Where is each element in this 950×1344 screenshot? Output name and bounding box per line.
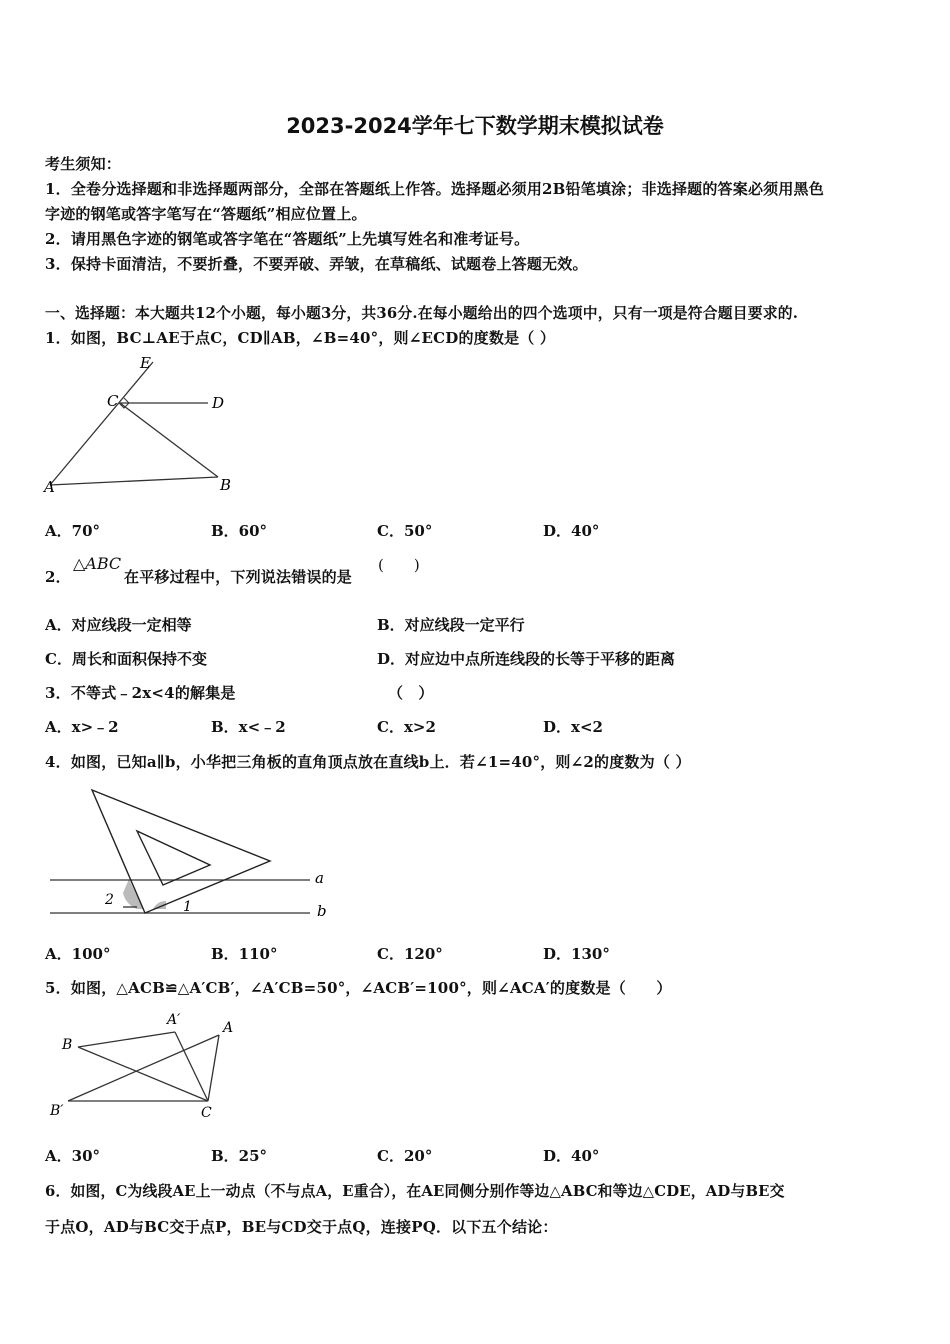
question-6-line: 于点O，AD与BC交于点P，BE与CD交于点Q，连接PQ．以下五个结论： bbox=[45, 1218, 558, 1236]
label-b: B bbox=[220, 476, 232, 494]
label-e: E bbox=[140, 354, 151, 372]
q5-option-b[interactable]: B．25° bbox=[211, 1147, 268, 1165]
label-a-prime: A′ bbox=[167, 1012, 181, 1028]
label-a: A bbox=[44, 478, 55, 496]
question-3-paren: （ ） bbox=[388, 684, 434, 702]
q2-option-d[interactable]: D．对应边中点所连线段的长等于平移的距离 bbox=[377, 650, 676, 668]
q4-option-b[interactable]: B．110° bbox=[211, 945, 278, 963]
q1-option-d[interactable]: D．40° bbox=[543, 522, 600, 540]
line-ab bbox=[50, 477, 218, 485]
question-5-stem: 5．如图，△ACB≌△A′CB′，∠A′CB=50°，∠ACB′=100°，则∠ACA′的度数是（ ） bbox=[45, 979, 672, 997]
notice-item: 3．保持卡面清洁，不要折叠，不要弄破、弄皱，在草稿纸、试题卷上答题无效。 bbox=[45, 255, 588, 273]
notice-item: 1．全卷分选择题和非选择题两部分，全部在答题纸上作答。选择题必须用2B铅笔填涂；非选择题的答案必须用黑色 bbox=[45, 180, 824, 198]
line-bc bbox=[78, 1047, 208, 1101]
line-ba bbox=[78, 1032, 175, 1047]
question-6-line: 6．如图，C为线段AE上一动点（不与点A，E重合），在AE同侧分别作等边△ABC和等边△CDE，AD与BE交 bbox=[45, 1183, 785, 1200]
line-a2c bbox=[208, 1035, 219, 1101]
q4-option-c[interactable]: C．120° bbox=[377, 945, 443, 963]
question-5-figure bbox=[45, 1005, 245, 1125]
q1-option-a[interactable]: A．70° bbox=[45, 522, 101, 540]
notice-item: 字迹的钢笔或答字笔写在“答题纸”相应位置上。 bbox=[45, 205, 367, 223]
q5-option-d[interactable]: D．40° bbox=[543, 1147, 600, 1165]
label-c: C bbox=[107, 392, 119, 410]
notice-item: 2．请用黑色字迹的钢笔或答字笔在“答题纸”上先填写姓名和准考证号。 bbox=[45, 230, 530, 248]
question-2-stem: 在平移过程中，下列说法错误的是 bbox=[124, 568, 353, 586]
label-1: 1 bbox=[183, 899, 192, 915]
line-cb bbox=[120, 403, 218, 477]
question-1-stem: 1．如图，BC⊥AE于点C，CD∥AB，∠B=40°，则∠ECD的度数是（ ） bbox=[45, 329, 556, 347]
q1-option-b[interactable]: B．60° bbox=[211, 522, 268, 540]
label-2: 2 bbox=[105, 892, 114, 908]
line-ae bbox=[50, 362, 153, 485]
q2-option-c[interactable]: C．周长和面积保持不变 bbox=[45, 650, 207, 668]
q4-option-d[interactable]: D．130° bbox=[543, 945, 610, 963]
question-3-stem: 3．不等式﹣2x<4的解集是 bbox=[45, 684, 236, 702]
label-a: a bbox=[315, 869, 324, 887]
q3-option-a[interactable]: A．x>﹣2 bbox=[45, 718, 119, 736]
q3-option-d[interactable]: D．x<2 bbox=[543, 718, 603, 736]
q5-option-a[interactable]: A．30° bbox=[45, 1147, 101, 1165]
question-4-figure bbox=[45, 783, 345, 923]
notice-heading: 考生须知： bbox=[45, 155, 122, 173]
q2-option-b[interactable]: B．对应线段一定平行 bbox=[377, 616, 525, 634]
q1-option-c[interactable]: C．50° bbox=[377, 522, 433, 540]
q3-option-b[interactable]: B．x<﹣2 bbox=[211, 718, 286, 736]
page-title: 2023-2024学年七下数学期末模拟试卷 bbox=[286, 114, 664, 138]
label-b: B bbox=[62, 1037, 73, 1053]
question-1-figure bbox=[40, 352, 240, 502]
triangle-inner bbox=[137, 831, 210, 885]
section-heading: 一、选择题：本大题共12个小题，每小题3分，共36分.在每小题给出的四个选项中，只有一项是符合题目要求的. bbox=[45, 305, 799, 322]
question-2-math: △ABC bbox=[73, 554, 122, 573]
question-2-number: 2． bbox=[45, 568, 71, 586]
question-2-paren: ( ) bbox=[378, 556, 420, 574]
label-b: b bbox=[317, 902, 327, 920]
label-d: D bbox=[212, 394, 225, 412]
label-a: A bbox=[223, 1020, 234, 1036]
label-c: C bbox=[201, 1105, 212, 1121]
q5-option-c[interactable]: C．20° bbox=[377, 1147, 433, 1165]
question-4-stem: 4．如图，已知a∥b，小华把三角板的直角顶点放在直线b上．若∠1=40°，则∠2的度数为（ ） bbox=[45, 753, 691, 771]
label-b-prime: B′ bbox=[50, 1103, 64, 1119]
q2-option-a[interactable]: A．对应线段一定相等 bbox=[45, 616, 192, 634]
q3-option-c[interactable]: C．x>2 bbox=[377, 718, 436, 736]
q4-option-a[interactable]: A．100° bbox=[45, 945, 111, 963]
